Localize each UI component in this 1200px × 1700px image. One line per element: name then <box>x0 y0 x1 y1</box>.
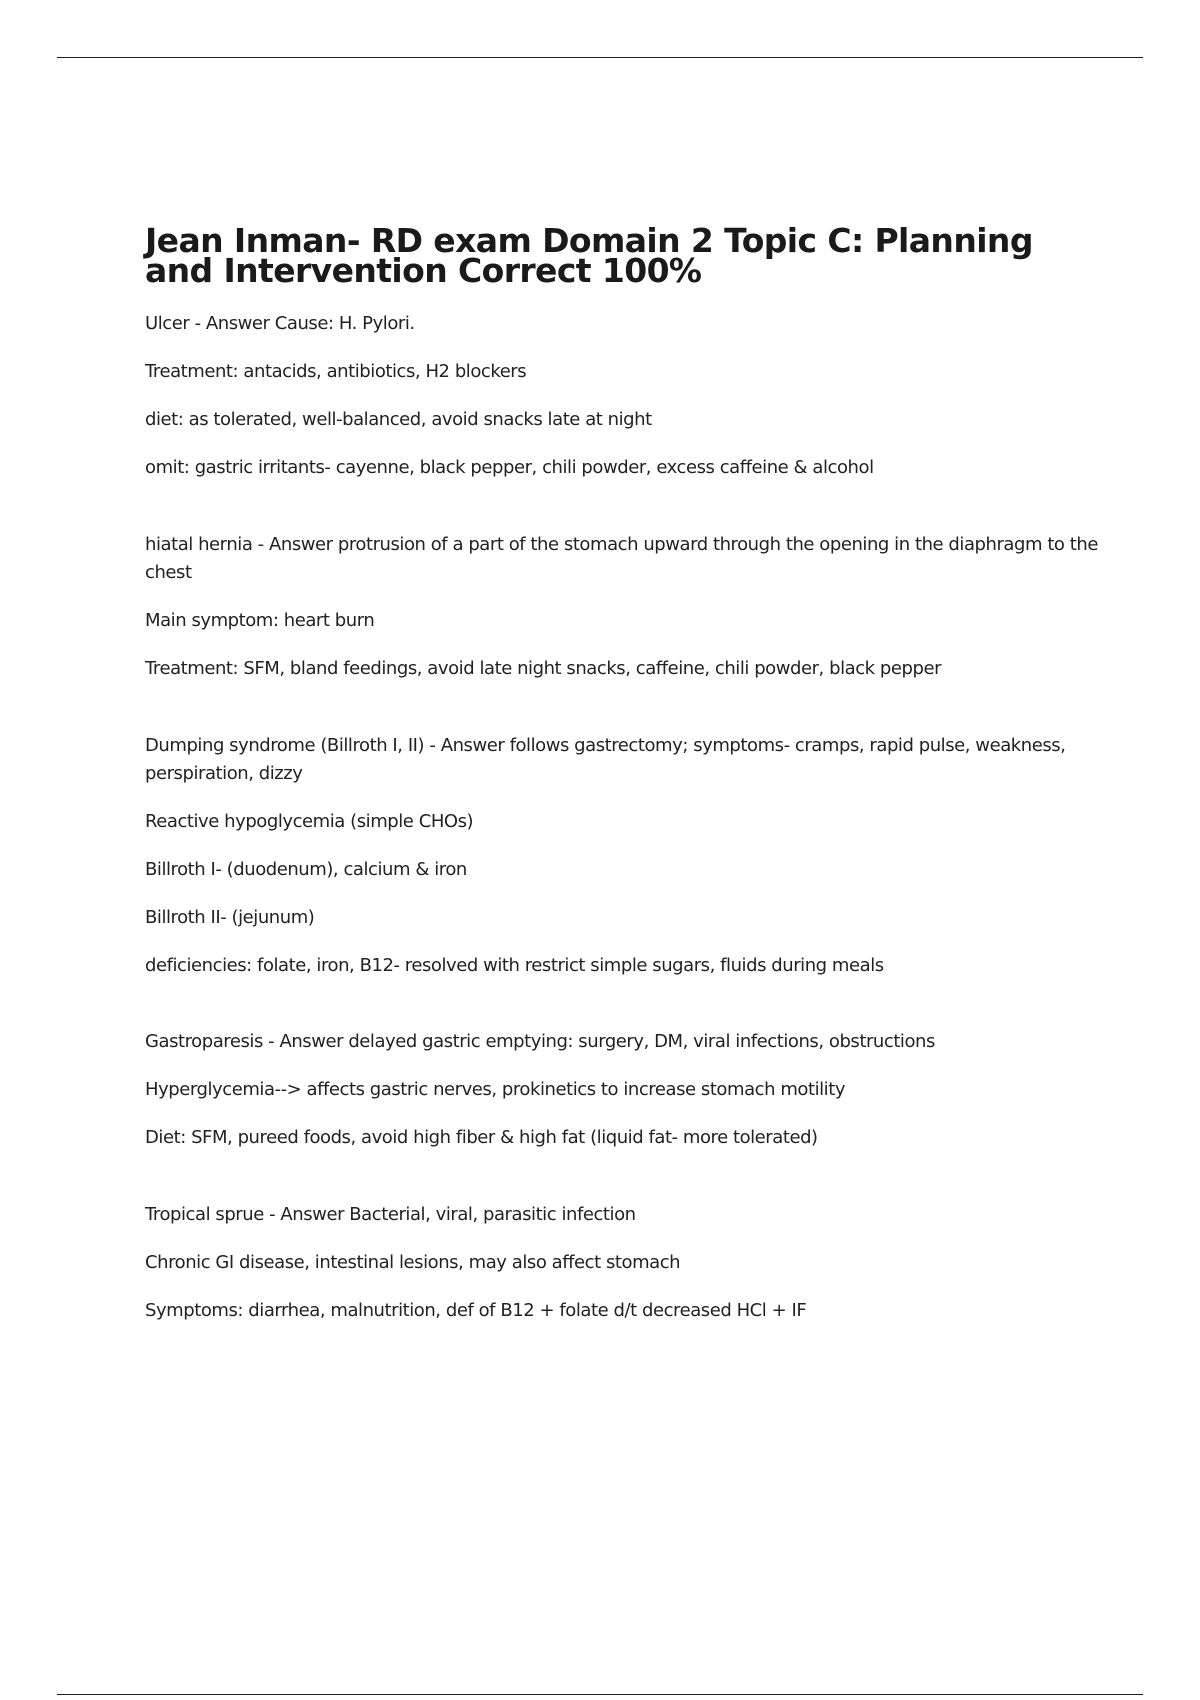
entry-paragraph: Gastroparesis - Answer delayed gastric emptying: surgery, DM, viral infections, obstructions <box>145 1031 935 1052</box>
entry-paragraph: Treatment: SFM, bland feedings, avoid late night snacks, caffeine, chili powder, black pepper <box>145 658 942 679</box>
entry-ulcer <box>145 310 1105 482</box>
entry-paragraph: Billroth II- (jejunum) <box>145 907 315 928</box>
entry-hiatal-hernia <box>145 531 1105 683</box>
entry-paragraph: Billroth I- (duodenum), calcium & iron <box>145 859 467 880</box>
entry-paragraph: Reactive hypoglycemia (simple CHOs) <box>145 811 474 832</box>
entry-paragraph: Diet: SFM, pureed foods, avoid high fiber & high fat (liquid fat- more tolerated) <box>145 1127 818 1148</box>
document-title: Jean Inman- RD exam Domain 2 Topic C: Planning and Intervention Correct 100% <box>145 221 1033 290</box>
top-rule <box>57 57 1143 58</box>
entry-dumping-syndrome <box>145 732 1105 980</box>
entry-paragraph: deficiencies: folate, iron, B12- resolved with restrict simple sugars, fluids during meals <box>145 955 884 976</box>
bottom-rule <box>57 1694 1143 1695</box>
entry-paragraph: Main symptom: heart burn <box>145 610 375 631</box>
entry-paragraph: Ulcer - Answer Cause: H. Pylori. <box>145 313 415 334</box>
entry-paragraph: omit: gastric irritants- cayenne, black pepper, chili powder, excess caffeine & alcohol <box>145 457 874 478</box>
entry-paragraph: hiatal hernia - Answer protrusion of a part of the stomach upward through the opening in the diaphragm to the chest <box>145 534 1098 583</box>
entry-paragraph: Chronic GI disease, intestinal lesions, may also affect stomach <box>145 1252 681 1273</box>
entry-paragraph: Dumping syndrome (Billroth I, II) - Answer follows gastrectomy; symptoms- cramps, rapid pulse, weakness, perspiration, dizzy <box>145 735 1066 784</box>
entry-paragraph: Treatment: antacids, antibiotics, H2 blockers <box>145 361 527 382</box>
entry-gastroparesis <box>145 1028 1105 1152</box>
entry-tropical-sprue <box>145 1201 1105 1325</box>
entry-paragraph: diet: as tolerated, well-balanced, avoid snacks late at night <box>145 409 652 430</box>
document-body <box>145 221 1105 1325</box>
entry-paragraph: Hyperglycemia--> affects gastric nerves, prokinetics to increase stomach motility <box>145 1079 846 1100</box>
entry-paragraph: Symptoms: diarrhea, malnutrition, def of B12 + folate d/t decreased HCl + IF <box>145 1300 807 1321</box>
entry-paragraph: Tropical sprue - Answer Bacterial, viral, parasitic infection <box>145 1204 636 1225</box>
